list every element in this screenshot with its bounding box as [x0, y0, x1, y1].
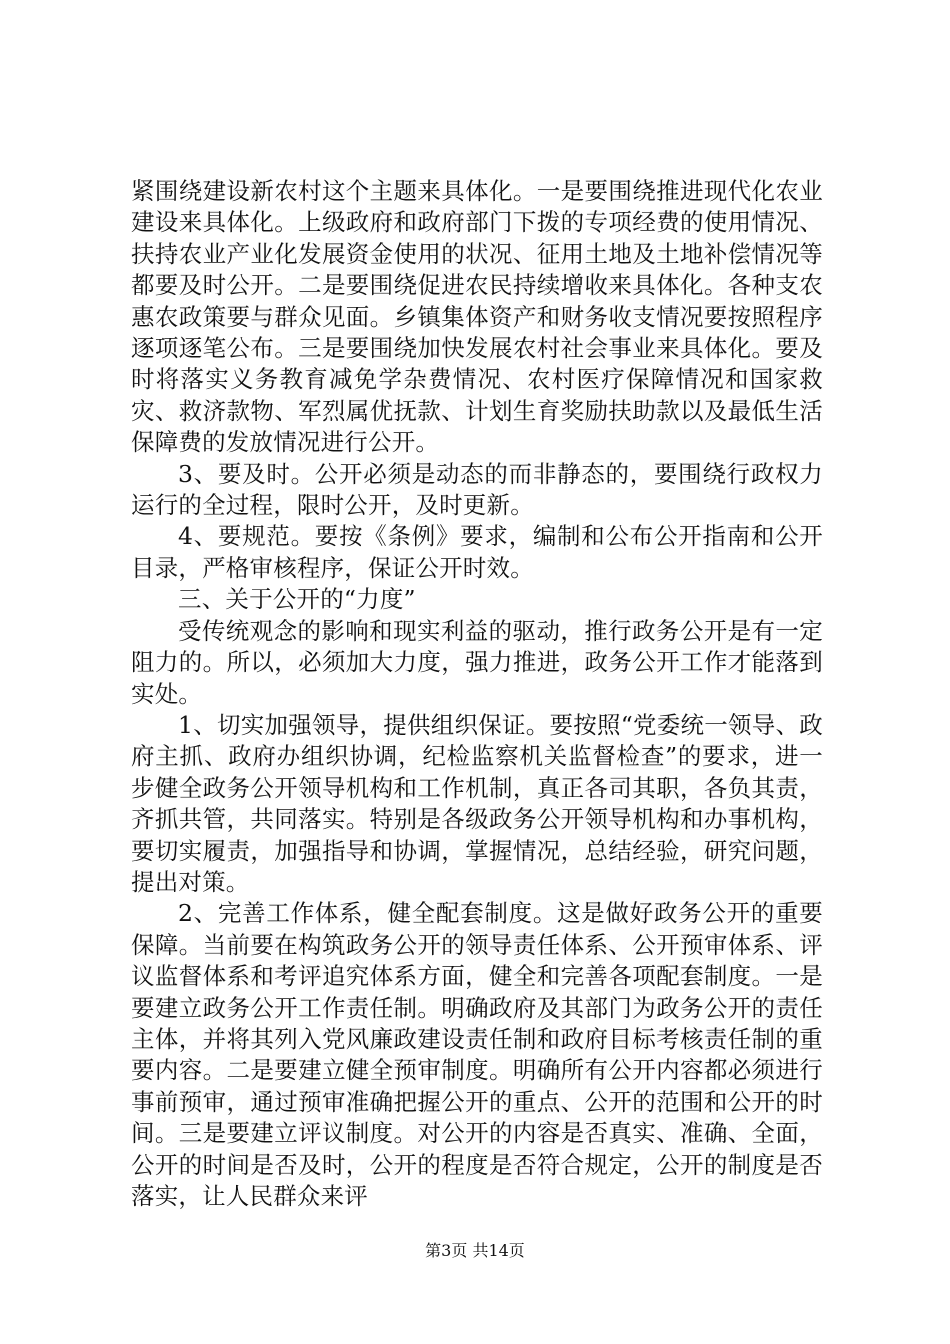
- paragraph-1: 紧围绕建设新农村这个主题来具体化。一是要围绕推进现代化农业建设来具体化。上级政府和政府部门下拨的专项经费的使用情况、扶持农业产业化发展资金使用的状况、征用土地及土地补偿情况等都要及时公开。二是要围绕促进农民持续增收来具体化。各种支农惠农政策要与群众见面。乡镇集体资产和财务收支情况要按照程序逐项逐笔公布。三是要围绕加快发展农村社会事业来具体化。要及时将落实义务教育减免学杂费情况、农村医疗保障情况和国家救灾、救济款物、军烈属优抚款、计划生育奖励扶助款以及最低生活保障费的发放情况进行公开。: [131, 177, 823, 457]
- section-heading: 三、关于公开的“力度”: [178, 585, 416, 614]
- paragraph-5: 受传统观念的影响和现实利益的驱动，推行政务公开是有一定阻力的。所以，必须加大力度，强力推进，政务公开工作才能落到实处。: [131, 616, 823, 708]
- page-footer: 第3页 共14页: [425, 1241, 525, 1260]
- document-body: [131, 176, 823, 1212]
- paragraph-6: 1、切实加强领导，提供组织保证。要按照“党委统一领导、政府主抓、政府办组织协调，纪检监察机关监督检查”的要求，进一步健全政务公开领导机构和工作机制，真正各司其职，各负其责，齐抓共管，共同落实。特别是各级政务公开领导机构和办事机构，要切实履责，加强指导和协调，掌握情况，总结经验，研究问题，提出对策。: [131, 710, 823, 896]
- paragraph-2: 3、要及时。公开必须是动态的而非静态的，要围绕行政权力运行的全过程，限时公开，及时更新。: [131, 459, 823, 520]
- paragraph-3: 4、要规范。要按《条例》要求，编制和公布公开指南和公开目录，严格审核程序，保证公开时效。: [131, 522, 823, 582]
- paragraph-7: 2、完善工作体系，健全配套制度。这是做好政务公开的重要保障。当前要在构筑政务公开的领导责任体系、公开预审体系、评议监督体系和考评追究体系方面，健全和完善各项配套制度。一是要建立政务公开工作责任制。明确政府及其部门为政务公开的责任主体，并将其列入党风廉政建设责任制和政府目标考核责任制的重要内容。二是要建立健全预审制度。明确所有公开内容都必须进行事前预审，通过预审准确把握公开的重点、公开的范围和公开的时间。三是要建立评议制度。对公开的内容是否真实、准确、全面，公开的时间是否及时，公开的程度是否符合规定，公开的制度是否落实，让人民群众来评: [131, 899, 823, 1210]
